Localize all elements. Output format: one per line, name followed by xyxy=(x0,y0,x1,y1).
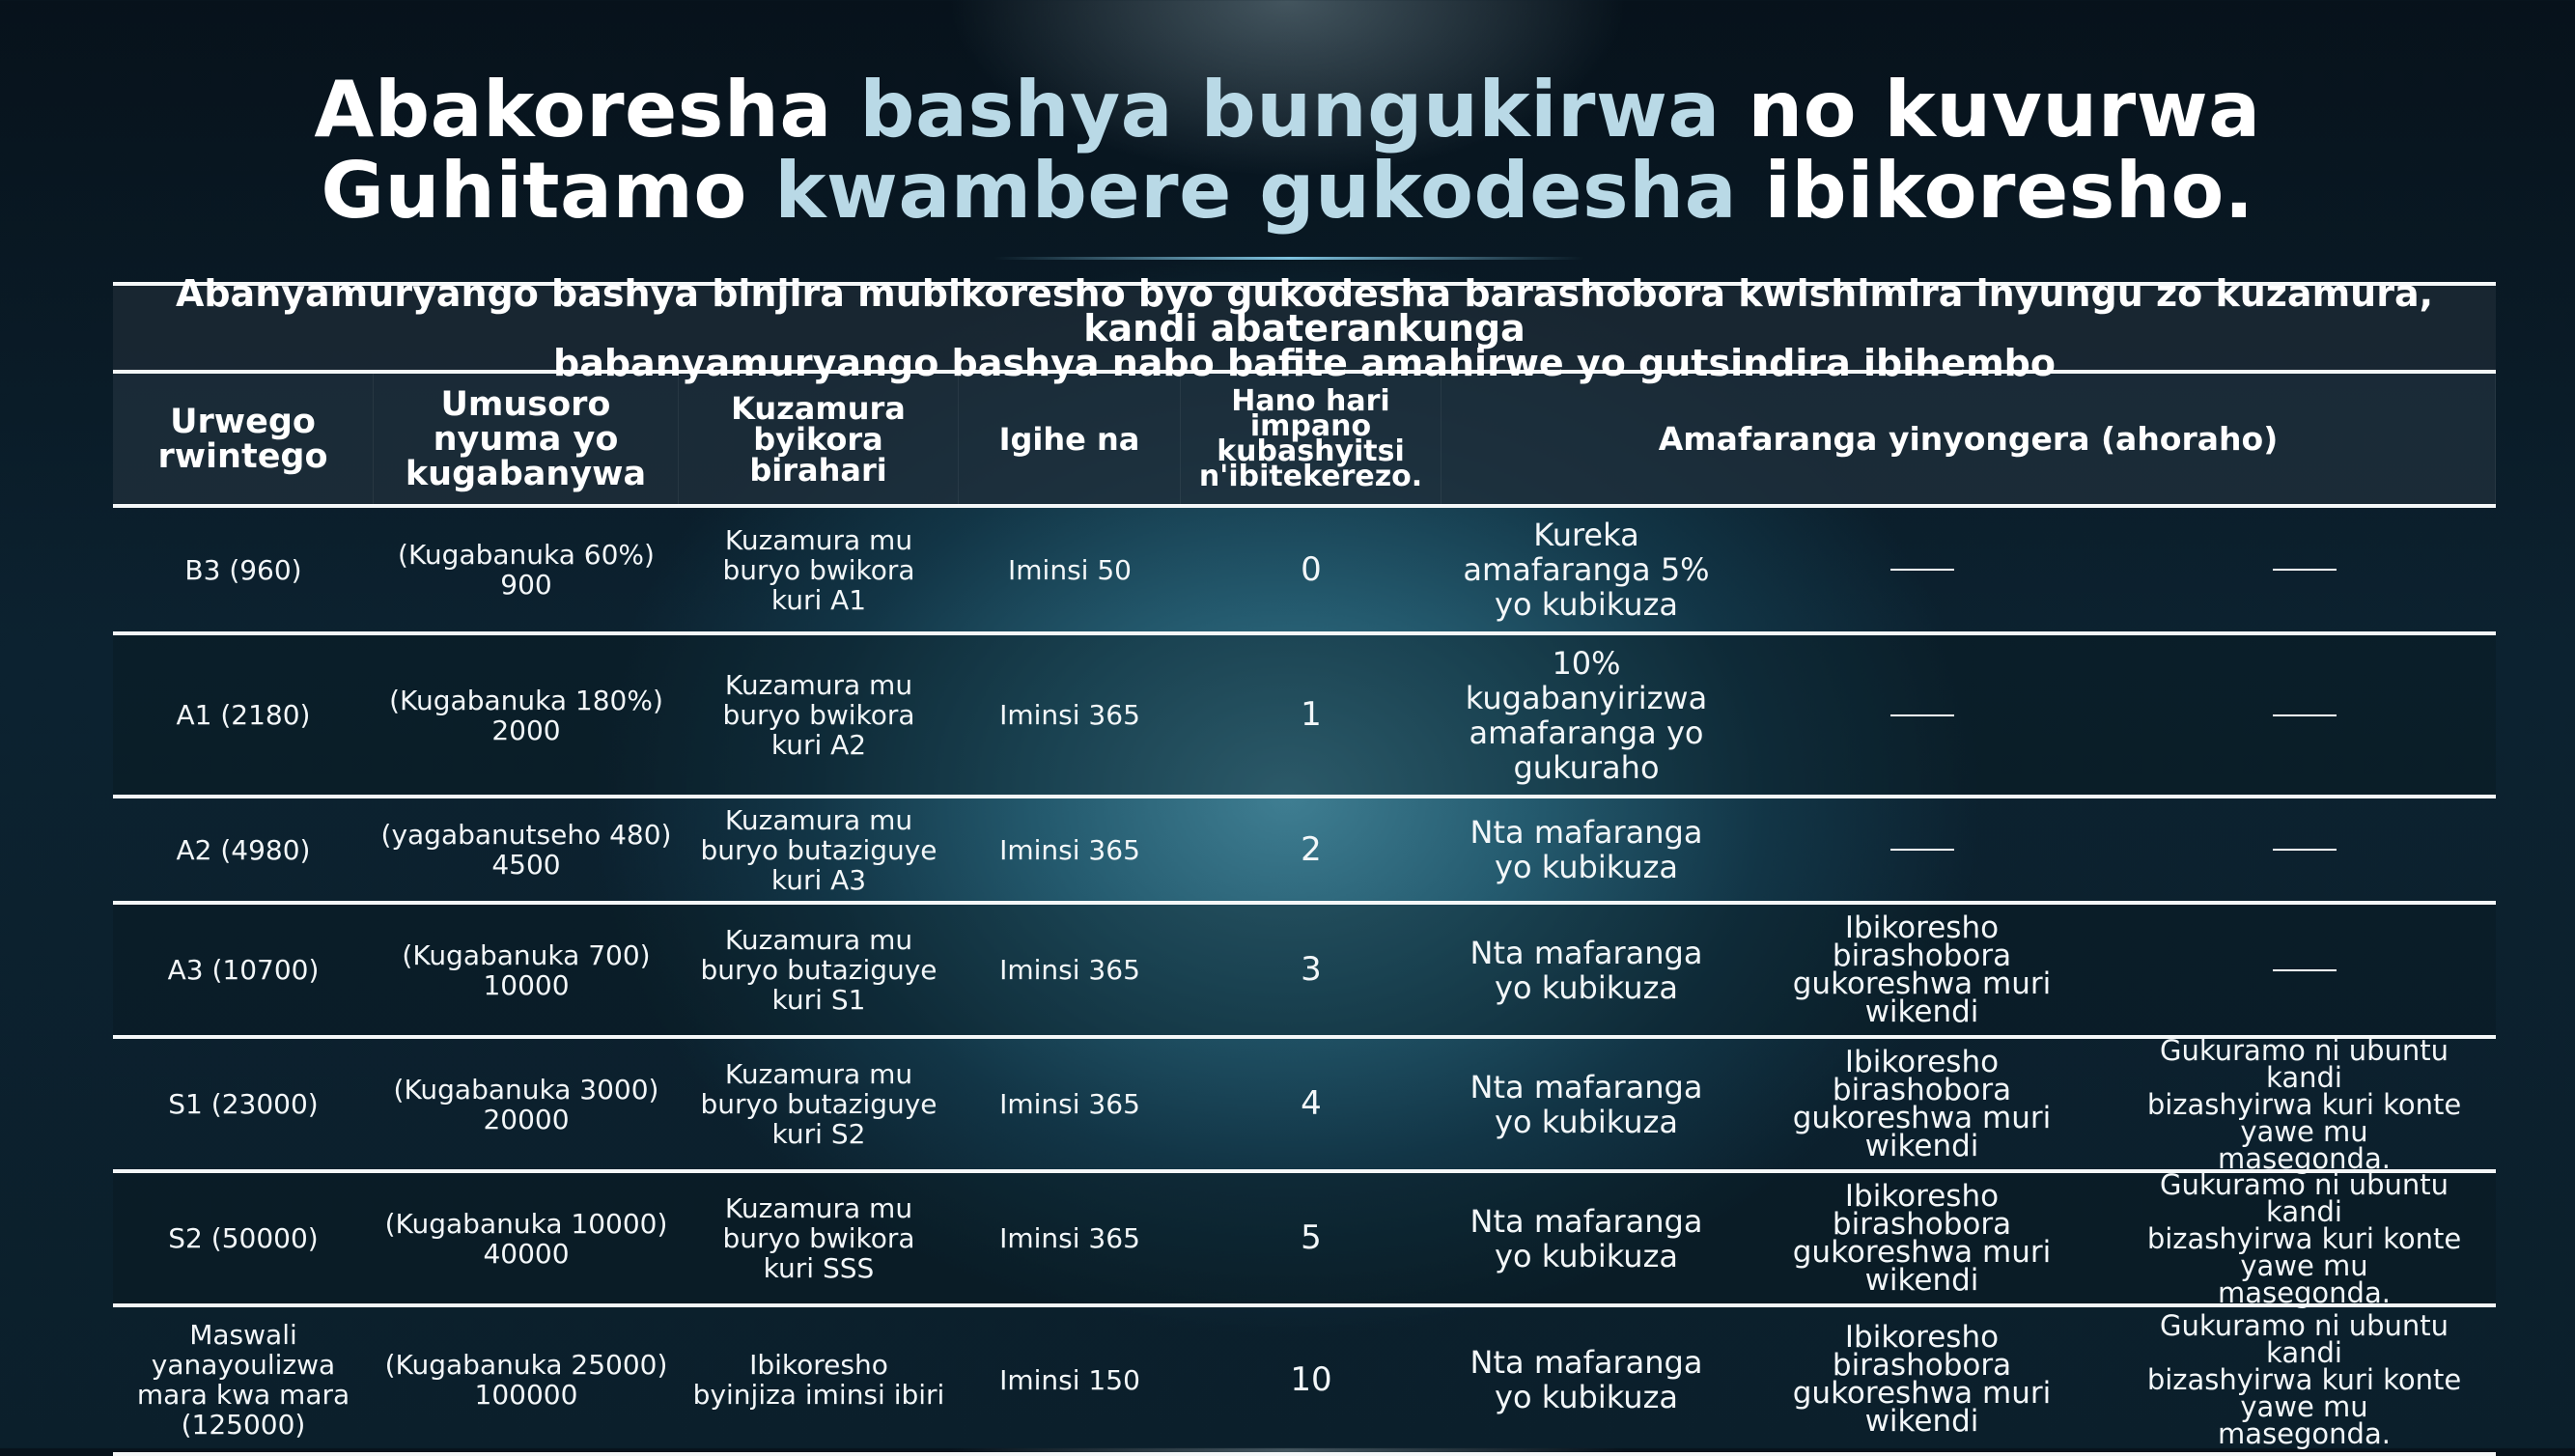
cell-line: kugabanyirizwa xyxy=(1465,679,1708,716)
cell-line: (125000) xyxy=(181,1409,306,1441)
cell-bonus2-lines xyxy=(1792,1044,2052,1163)
cell-bonus3 xyxy=(2113,1307,2496,1452)
cell-bonus1-lines xyxy=(1470,1345,1703,1414)
cell-bonus2 xyxy=(1731,798,2113,901)
cell-line: Nta mafaranga xyxy=(1469,1344,1703,1381)
cell-period xyxy=(959,1173,1181,1303)
cell-line: B3 (960) xyxy=(184,553,302,586)
table-row xyxy=(113,1033,2496,1175)
cell-line: Kuzamura mu xyxy=(724,669,913,701)
cell-referrals-text: 5 xyxy=(1301,1218,1322,1257)
cell-price xyxy=(374,1173,679,1303)
cell-bonus3 xyxy=(2113,635,2496,795)
header-bonus xyxy=(1441,374,2496,504)
header-price xyxy=(374,374,679,504)
cell-bonus3-lines xyxy=(2118,1167,2490,1309)
title-line-2-part-3: ibikoresho. xyxy=(1764,146,2254,236)
cell-period xyxy=(959,1307,1181,1452)
cell-level xyxy=(113,1173,374,1303)
cell-upgrade xyxy=(679,508,959,631)
cell-line: gukoreshwa muri xyxy=(1792,966,2052,1001)
cell-line: gukoreshwa muri xyxy=(1792,1100,2052,1135)
cell-bonus2 xyxy=(1731,508,2113,631)
cell-line: (Kugabanuka 700) xyxy=(402,938,651,971)
cell-line: Ibikoresho xyxy=(1844,1320,2000,1355)
cell-line: 900 xyxy=(500,569,552,601)
cell-line: (Kugabanuka 25000) xyxy=(384,1349,668,1381)
cell-period-text: Iminsi 365 xyxy=(999,1088,1140,1120)
cell-bonus3 xyxy=(2113,508,2496,631)
cell-line: Ibikoresho xyxy=(749,1349,888,1381)
cell-bonus2 xyxy=(1731,1039,2113,1169)
cell-bonus2 xyxy=(1731,1173,2113,1303)
cell-line: yo kubikuza xyxy=(1495,1237,1678,1274)
cell-upgrade-lines xyxy=(700,925,937,1015)
cell-line: yo kubikuza xyxy=(1495,586,1678,623)
cell-price-lines xyxy=(381,820,672,880)
cell-referrals xyxy=(1181,508,1441,631)
cell-level-lines xyxy=(137,1320,350,1440)
header-line: kugabanywa xyxy=(405,454,647,493)
cell-price-lines xyxy=(385,1209,668,1269)
header-referrals xyxy=(1181,374,1441,504)
cell-line: buryo bwikora xyxy=(722,1222,915,1254)
cell-line: A2 (4980) xyxy=(176,833,311,866)
cell-level-lines xyxy=(184,555,301,585)
cell-bonus3-lines xyxy=(2118,1033,2490,1175)
cell-line: Kuzamura mu xyxy=(724,523,913,556)
cell-bonus1 xyxy=(1441,1307,1731,1452)
header-upgrade-lines xyxy=(686,389,950,489)
cell-bonus3 xyxy=(2113,798,2496,901)
empty-dash xyxy=(1890,849,1954,851)
table-row xyxy=(113,905,2496,1035)
cell-line: bizashyirwa kuri konte yawe mu xyxy=(2146,1087,2462,1148)
cell-bonus1 xyxy=(1441,635,1731,795)
membership-table xyxy=(113,271,2496,1456)
cell-referrals xyxy=(1181,1307,1441,1452)
cell-level-lines xyxy=(177,700,311,730)
cell-line: masegonda. xyxy=(2218,1417,2391,1450)
cell-line: gukoreshwa muri xyxy=(1792,1376,2052,1411)
cell-line: yo kubikuza xyxy=(1495,1103,1678,1140)
header-line: kubashyitsi xyxy=(1217,434,1405,468)
cell-upgrade-lines xyxy=(722,525,914,615)
cell-referrals xyxy=(1181,798,1441,901)
cell-price-lines xyxy=(394,1075,659,1134)
header-line: nyuma yo xyxy=(433,419,619,459)
cell-line: (Kugabanuka 10000) xyxy=(384,1207,668,1240)
cell-bonus1-lines xyxy=(1470,1070,1703,1139)
cell-upgrade xyxy=(679,905,959,1035)
cell-level-lines xyxy=(177,835,311,865)
cell-line: mara kwa mara xyxy=(136,1379,350,1411)
cell-line: kuri A3 xyxy=(770,863,867,896)
cell-upgrade-lines xyxy=(693,1350,945,1410)
cell-line: 20000 xyxy=(483,1103,570,1135)
cell-level xyxy=(113,508,374,631)
cell-price-lines xyxy=(398,540,655,600)
cell-line: Kuzamura mu xyxy=(724,924,913,956)
cell-level xyxy=(113,1307,374,1452)
cell-price-lines xyxy=(385,1350,668,1410)
cell-line: (Kugabanuka 180%) xyxy=(389,684,663,716)
cell-line: birashobora xyxy=(1832,1206,2012,1242)
table-row xyxy=(113,508,2496,631)
header-period xyxy=(959,374,1181,504)
cell-bonus3 xyxy=(2113,905,2496,1035)
title-line-1 xyxy=(0,65,2575,154)
cell-period-text: Iminsi 365 xyxy=(999,833,1140,866)
cell-referrals-text: 1 xyxy=(1301,695,1322,734)
cell-line: Nta mafaranga xyxy=(1469,814,1703,851)
header-bonus-text: Amafaranga yinyongera (ahoraho) xyxy=(1658,419,2279,458)
cell-upgrade xyxy=(679,798,959,901)
cell-price xyxy=(374,1039,679,1169)
title-line-1-part-1: Abakoresha xyxy=(314,65,860,154)
cell-line: Ibikoresho xyxy=(1844,1178,2000,1214)
cell-bonus1 xyxy=(1441,508,1731,631)
cell-line: kuri S2 xyxy=(771,1118,866,1150)
cell-bonus2 xyxy=(1731,905,2113,1035)
cell-upgrade xyxy=(679,1039,959,1169)
cell-bonus3 xyxy=(2113,1033,2496,1175)
cell-referrals-text: 0 xyxy=(1301,549,1322,589)
cell-price-lines xyxy=(402,940,650,1000)
cell-upgrade-lines xyxy=(700,1059,937,1149)
cell-level xyxy=(113,635,374,795)
cell-line: kuri A1 xyxy=(770,583,867,616)
cell-bonus2-lines xyxy=(1792,1320,2052,1439)
header-upgrade xyxy=(679,374,959,504)
title-line-1-part-2: bashya bungukirwa xyxy=(859,65,1749,154)
cell-upgrade xyxy=(679,1173,959,1303)
cell-line: Nta mafaranga xyxy=(1469,1068,1703,1106)
cell-referrals-text: 3 xyxy=(1301,950,1322,989)
cell-line: S1 (23000) xyxy=(168,1088,319,1120)
header-level-lines xyxy=(157,402,328,476)
cell-line: S2 (50000) xyxy=(168,1222,319,1254)
header-period-text: Igihe na xyxy=(998,420,1140,458)
cell-line: Nta mafaranga xyxy=(1469,1202,1703,1240)
header-line: Urwego xyxy=(170,402,316,441)
cell-line: birashobora xyxy=(1832,1348,2012,1383)
cell-line: Kuzamura mu xyxy=(724,1058,913,1090)
empty-dash xyxy=(2273,969,2337,971)
banner-line-1: Abanyamuryango bashya binjira mubikoresho byo gukodesha barashobora kwishimira inyungu zo kuzamura, kandi abaterankunga xyxy=(175,271,2434,350)
cell-period-text: Iminsi 150 xyxy=(999,1363,1140,1396)
cell-price xyxy=(374,1307,679,1452)
cell-level xyxy=(113,798,374,901)
empty-dash xyxy=(2273,714,2337,716)
cell-referrals xyxy=(1181,1039,1441,1169)
cell-bonus2-lines xyxy=(1792,1178,2052,1298)
cell-line: 40000 xyxy=(483,1237,570,1270)
cell-upgrade-lines xyxy=(722,1193,914,1283)
cell-bonus1 xyxy=(1441,1173,1731,1303)
cell-bonus1-lines xyxy=(1466,646,1707,785)
cell-period xyxy=(959,508,1181,631)
cell-bonus1-lines xyxy=(1470,815,1703,884)
cell-line: 10000 xyxy=(483,968,570,1001)
cell-line: gukuraho xyxy=(1513,748,1660,786)
cell-line: birashobora xyxy=(1832,1072,2012,1107)
header-referrals-lines xyxy=(1198,383,1423,493)
cell-bonus2-lines xyxy=(1792,910,2052,1029)
header-line: byikora birahari xyxy=(749,420,887,489)
cell-line: buryo butaziguye xyxy=(700,833,938,866)
table-header xyxy=(113,374,2496,504)
cell-line: kuri A2 xyxy=(770,729,867,761)
title-line-2-part-2: kwambere gukodesha xyxy=(774,146,1765,236)
title-line-2 xyxy=(0,146,2575,236)
cell-line: byinjiza iminsi ibiri xyxy=(692,1379,945,1411)
title-underline xyxy=(994,257,1583,260)
cell-line: gukoreshwa muri xyxy=(1792,1234,2052,1270)
cell-line: Ibikoresho xyxy=(1844,1044,2000,1079)
empty-dash xyxy=(2273,569,2337,571)
cell-bonus1 xyxy=(1441,1039,1731,1169)
cell-level xyxy=(113,1039,374,1169)
cell-bonus1 xyxy=(1441,905,1731,1035)
cell-referrals-text: 10 xyxy=(1290,1359,1332,1399)
cell-line: bizashyirwa kuri konte yawe mu xyxy=(2146,1221,2462,1282)
cell-line: wikendi xyxy=(1864,994,1979,1029)
cell-period xyxy=(959,635,1181,795)
cell-line: Gukuramo ni ubuntu kandi xyxy=(2160,1033,2449,1094)
cell-line: Gukuramo ni ubuntu kandi xyxy=(2160,1167,2449,1228)
cell-line: Maswali xyxy=(189,1319,297,1351)
cell-period-text: Iminsi 50 xyxy=(1008,553,1132,586)
cell-level xyxy=(113,905,374,1035)
cell-line: 10% xyxy=(1552,644,1621,682)
table-bottom-rule xyxy=(113,1452,2496,1456)
header-line: impano xyxy=(1249,408,1372,443)
cell-period-text: Iminsi 365 xyxy=(999,699,1140,731)
cell-line: masegonda. xyxy=(2218,1141,2391,1175)
cell-period-text: Iminsi 365 xyxy=(999,1222,1140,1254)
cell-price xyxy=(374,798,679,901)
cell-line: Kuzamura mu xyxy=(724,1192,913,1224)
cell-price-lines xyxy=(389,686,663,745)
empty-dash xyxy=(2273,849,2337,851)
cell-price xyxy=(374,508,679,631)
cell-period xyxy=(959,905,1181,1035)
cell-line: yanayoulizwa xyxy=(151,1349,336,1381)
table-row xyxy=(113,798,2496,901)
cell-line: kuri SSS xyxy=(763,1252,875,1284)
cell-upgrade xyxy=(679,635,959,795)
cell-line: (yagabanutseho 480) xyxy=(380,819,672,851)
cell-bonus1-lines xyxy=(1463,518,1709,622)
cell-line: 100000 xyxy=(474,1379,578,1411)
table-row xyxy=(113,635,2496,795)
cell-level-lines xyxy=(168,1223,318,1253)
cell-line: yo kubikuza xyxy=(1495,1379,1678,1415)
cell-bonus3 xyxy=(2113,1167,2496,1309)
cell-line: yo kubikuza xyxy=(1495,968,1678,1006)
title-line-2-part-1: Guhitamo xyxy=(321,146,775,236)
page-title xyxy=(0,65,2575,236)
cell-line: masegonda. xyxy=(2218,1275,2391,1309)
cell-period xyxy=(959,1039,1181,1169)
cell-line: wikendi xyxy=(1864,1404,1979,1439)
table-body xyxy=(113,504,2496,1456)
cell-line: 2000 xyxy=(491,714,561,746)
cell-line: buryo butaziguye xyxy=(700,1088,938,1120)
cell-referrals xyxy=(1181,635,1441,795)
cell-line: buryo bwikora xyxy=(722,553,915,586)
cell-period xyxy=(959,798,1181,901)
cell-referrals-text: 4 xyxy=(1301,1084,1322,1123)
cell-line: (Kugabanuka 3000) xyxy=(393,1073,659,1106)
title-line-1-part-3: no kuvurwa xyxy=(1748,65,2261,154)
cell-upgrade-lines xyxy=(700,805,937,895)
cell-level-lines xyxy=(168,955,320,985)
table-row xyxy=(113,1167,2496,1309)
cell-line: birashobora xyxy=(1832,938,2012,973)
cell-upgrade-lines xyxy=(722,670,914,760)
cell-line: Ibikoresho xyxy=(1844,910,2000,945)
cell-line: buryo butaziguye xyxy=(700,954,938,986)
header-line: Umusoro xyxy=(440,384,611,424)
cell-bonus1 xyxy=(1441,798,1731,901)
header-line: rwintego xyxy=(157,436,328,476)
table-banner xyxy=(113,271,2496,384)
header-price-lines xyxy=(405,384,647,493)
cell-referrals xyxy=(1181,1173,1441,1303)
cell-line: (Kugabanuka 60%) xyxy=(398,539,655,571)
cell-bonus1-lines xyxy=(1470,1204,1703,1274)
cell-bonus2 xyxy=(1731,1307,2113,1452)
cell-line: bizashyirwa kuri konte yawe mu xyxy=(2146,1363,2462,1423)
cell-line: amafaranga 5% xyxy=(1463,551,1710,588)
header-line: n'ibitekerezo. xyxy=(1198,459,1423,493)
header-line: Hano hari xyxy=(1231,383,1390,418)
empty-dash xyxy=(1890,714,1954,716)
cell-line: Gukuramo ni ubuntu kandi xyxy=(2160,1309,2449,1369)
cell-upgrade xyxy=(679,1307,959,1452)
cell-line: A3 (10700) xyxy=(167,954,320,986)
header-line: Kuzamura xyxy=(731,389,906,427)
cell-price xyxy=(374,635,679,795)
cell-line: Nta mafaranga xyxy=(1469,934,1703,971)
cell-line: wikendi xyxy=(1864,1128,1979,1163)
cell-bonus1-lines xyxy=(1470,936,1703,1005)
header-level xyxy=(113,374,374,504)
table-row xyxy=(113,1307,2496,1452)
cell-line: 4500 xyxy=(491,849,561,881)
cell-referrals-text: 2 xyxy=(1301,829,1322,869)
cell-bonus3-lines xyxy=(2118,1309,2490,1450)
cell-line: amafaranga yo xyxy=(1469,714,1704,751)
cell-bonus2 xyxy=(1731,635,2113,795)
cell-referrals xyxy=(1181,905,1441,1035)
cell-price xyxy=(374,905,679,1035)
banner-line-2: babanyamuryango bashya nabo bafite amahirwe yo gutsindira ibihembo xyxy=(553,341,2056,384)
cell-period-text: Iminsi 365 xyxy=(999,954,1140,986)
cell-line: buryo bwikora xyxy=(722,699,915,731)
cell-level-lines xyxy=(168,1089,318,1119)
cell-line: wikendi xyxy=(1864,1262,1979,1298)
cell-line: Kuzamura mu xyxy=(724,803,913,836)
cell-line: kuri S1 xyxy=(771,984,866,1016)
cell-line: Kureka xyxy=(1533,517,1639,553)
empty-dash xyxy=(1890,569,1954,571)
cell-line: A1 (2180) xyxy=(176,699,311,731)
cell-line: yo kubikuza xyxy=(1495,849,1678,885)
